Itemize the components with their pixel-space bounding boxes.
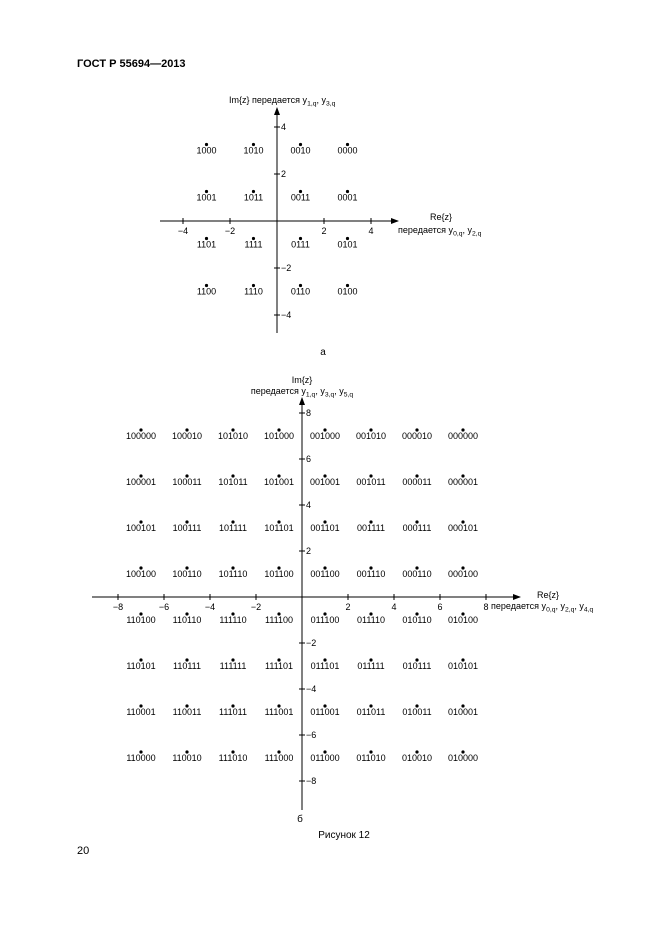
document-header: ГОСТ Р 55694—2013 xyxy=(77,58,186,70)
diagram-b-x-tick-label: 6 xyxy=(437,602,443,612)
diagram-b-x-tick-label: −4 xyxy=(204,602,216,612)
diagram-b-point-code: 110011 xyxy=(172,707,202,717)
diagram-b-point-code: 101110 xyxy=(218,569,248,579)
diagram-b-x-tick-label: 2 xyxy=(345,602,351,612)
diagram-b-x-tick-label: 4 xyxy=(391,602,397,612)
diagram-b-point-code: 000001 xyxy=(447,477,479,487)
diagram-a-re-axis-name: Re{z} xyxy=(430,212,453,222)
diagram-b-point-code: 011001 xyxy=(310,707,340,717)
diagram-b-point-code: 101100 xyxy=(264,569,294,579)
figure-caption: Рисунок 12 xyxy=(318,830,370,841)
diagram-b-point-code: 101101 xyxy=(264,523,294,533)
diagram-b-point-code: 000110 xyxy=(402,569,432,579)
diagram-b-point-code: 000101 xyxy=(447,523,479,533)
diagram-a-point-code: 1000 xyxy=(196,145,217,156)
diagram-b-point-code: 011110 xyxy=(356,615,386,625)
diagram-b-point-code: 010101 xyxy=(447,661,479,671)
diagram-b-re-axis-name: Re{z} xyxy=(536,590,560,600)
diagram-b-point-code: 000000 xyxy=(447,431,479,441)
diagram-b-point-code: 110100 xyxy=(126,615,156,625)
diagram-b-point-code: 010110 xyxy=(402,615,432,625)
diagram-a-point-code: 0110 xyxy=(290,286,311,297)
diagram-b-point-code: 001110 xyxy=(356,569,386,579)
diagram-a-re-axis-label: передается $y_{0,q}$, $y_{2,q}$ xyxy=(398,225,482,238)
diagram-b-point-code: 100010 xyxy=(171,431,203,441)
diagram-b-point-code: 100111 xyxy=(172,523,202,533)
diagram-a-x-tick-label: −2 xyxy=(224,226,236,236)
diagram-b-x-tick-label: 8 xyxy=(483,602,489,612)
diagram-a-point-code: 0101 xyxy=(337,239,358,250)
diagram-b-point-code: 101001 xyxy=(263,477,295,487)
diagram-b-point-code: 110111 xyxy=(172,661,202,671)
diagram-b-x-tick-label: −2 xyxy=(250,602,262,612)
diagram-b-y-tick-label: 2 xyxy=(306,546,312,556)
diagram-a-y-tick-label: −2 xyxy=(281,263,292,273)
constellation-diagram-a xyxy=(160,95,482,333)
diagram-a-x-tick-label: 4 xyxy=(368,226,374,236)
diagram-a-point-code: 1010 xyxy=(243,145,264,156)
diagram-a-point-code: 1110 xyxy=(244,286,263,297)
diagram-a-x-tick-label: 2 xyxy=(321,226,327,236)
diagram-b-point-code: 011100 xyxy=(310,615,340,625)
diagram-b-point-code: 010011 xyxy=(402,707,432,717)
diagram-a-point-code: 1111 xyxy=(244,239,263,250)
diagram-b-point-code: 111110 xyxy=(219,615,247,625)
diagram-b-y-tick-label: −2 xyxy=(306,638,317,648)
diagram-a-point-code: 0000 xyxy=(337,145,358,156)
diagram-b-point-code: 101111 xyxy=(218,523,248,533)
diagram-a-point-code: 0011 xyxy=(290,192,311,203)
diagram-a-point-code: 0111 xyxy=(291,239,310,250)
page-number: 20 xyxy=(77,845,90,857)
diagram-b-x-tick-label: −6 xyxy=(158,602,170,612)
diagram-b-point-code: 010111 xyxy=(402,661,432,671)
diagram-b-point-code: 001001 xyxy=(309,477,341,487)
diagram-b-point-code: 111100 xyxy=(264,615,294,625)
diagram-b-point-code: 100101 xyxy=(125,523,157,533)
diagram-a-point-code: 1001 xyxy=(196,192,217,203)
diagram-b-point-code: 111001 xyxy=(264,707,294,717)
diagram-b-point-code: 000100 xyxy=(447,569,479,579)
diagram-b-point-code: 100110 xyxy=(172,569,202,579)
diagram-b-point-code: 000111 xyxy=(402,523,432,533)
diagram-b-point-code: 111111 xyxy=(219,661,247,671)
diagram-a-point-code: 0010 xyxy=(290,145,311,156)
diagram-b-point-code: 110001 xyxy=(126,707,156,717)
diagram-a-point-code: 1101 xyxy=(196,239,217,250)
diagram-b-point-code: 001010 xyxy=(355,431,387,441)
diagram-b-point-code: 100000 xyxy=(125,431,157,441)
diagram-b-y-tick-label: −4 xyxy=(306,684,317,694)
diagram-b-y-tick-label: 6 xyxy=(306,454,312,464)
diagram-b-point-code: 001011 xyxy=(356,477,386,487)
diagram-b-point-code: 010010 xyxy=(401,753,433,763)
diagram-b-label: б xyxy=(297,814,303,825)
diagram-b-im-axis-label: передается $y_{1,q}$, $y_{3,q}$, $y_{5,q}$ xyxy=(250,386,354,399)
diagram-b-point-code: 111011 xyxy=(218,707,248,717)
diagram-b-point-code: 001000 xyxy=(309,431,341,441)
diagram-a-point-code: 1100 xyxy=(196,286,217,297)
diagram-a-point-code: 1011 xyxy=(243,192,264,203)
diagram-b-point-code: 010100 xyxy=(447,615,479,625)
constellation-diagram-b xyxy=(92,375,594,810)
diagram-b-point-code: 110101 xyxy=(126,661,156,671)
diagram-b-point-code: 101010 xyxy=(217,431,249,441)
diagram-b-y-tick-label: −6 xyxy=(306,730,317,740)
diagram-b-point-code: 011101 xyxy=(310,661,340,671)
diagram-b-x-tick-label: −8 xyxy=(112,602,124,612)
diagram-b-point-code: 100001 xyxy=(125,477,157,487)
diagram-b-point-code: 111000 xyxy=(264,753,294,763)
diagram-b-point-code: 100100 xyxy=(125,569,157,579)
diagram-a-y-tick-label: 4 xyxy=(281,122,287,132)
diagram-b-point-code: 010001 xyxy=(447,707,479,717)
diagram-a-im-axis-label: Im{z} передается $y_{1,q}$, $y_{3,q}$ xyxy=(229,95,336,108)
diagram-b-point-code: 110110 xyxy=(172,615,202,625)
diagram-a-point-code: 0001 xyxy=(337,192,358,203)
diagram-b-point-code: 011111 xyxy=(357,661,385,671)
diagram-a-y-tick-label: −4 xyxy=(281,310,292,320)
diagram-b-point-code: 011010 xyxy=(356,753,386,763)
diagram-b-y-tick-label: −8 xyxy=(306,776,317,786)
diagram-b-point-code: 101011 xyxy=(218,477,248,487)
diagram-a-point-code: 0100 xyxy=(337,286,358,297)
diagram-b-y-tick-label: 4 xyxy=(306,500,312,510)
diagram-b-point-code: 000010 xyxy=(401,431,433,441)
diagram-a-label: а xyxy=(320,347,326,358)
diagram-b-point-code: 110010 xyxy=(172,753,202,763)
diagram-a-x-tick-label: −4 xyxy=(177,226,189,236)
diagram-a-y-tick-label: 2 xyxy=(281,169,287,179)
diagram-b-point-code: 111010 xyxy=(218,753,248,763)
diagram-b-point-code: 110000 xyxy=(126,753,156,763)
diagram-b-point-code: 011011 xyxy=(356,707,386,717)
diagram-b-point-code: 001101 xyxy=(310,523,340,533)
diagram-b-point-code: 010000 xyxy=(447,753,479,763)
diagram-b-point-code: 001111 xyxy=(356,523,386,533)
diagram-b-point-code: 100011 xyxy=(172,477,202,487)
diagram-b-point-code: 011000 xyxy=(310,753,340,763)
diagram-b-point-code: 111101 xyxy=(264,661,294,671)
diagram-b-re-axis-label: передается $y_{0,q}$, $y_{2,q}$, $y_{4,q}$ xyxy=(491,601,594,614)
diagram-b-point-code: 000011 xyxy=(402,477,432,487)
diagram-b-y-tick-label: 8 xyxy=(306,408,312,418)
diagram-b-im-axis-name: Im{z} xyxy=(291,375,313,385)
diagram-b-point-code: 101000 xyxy=(263,431,295,441)
diagram-b-point-code: 001100 xyxy=(310,569,340,579)
